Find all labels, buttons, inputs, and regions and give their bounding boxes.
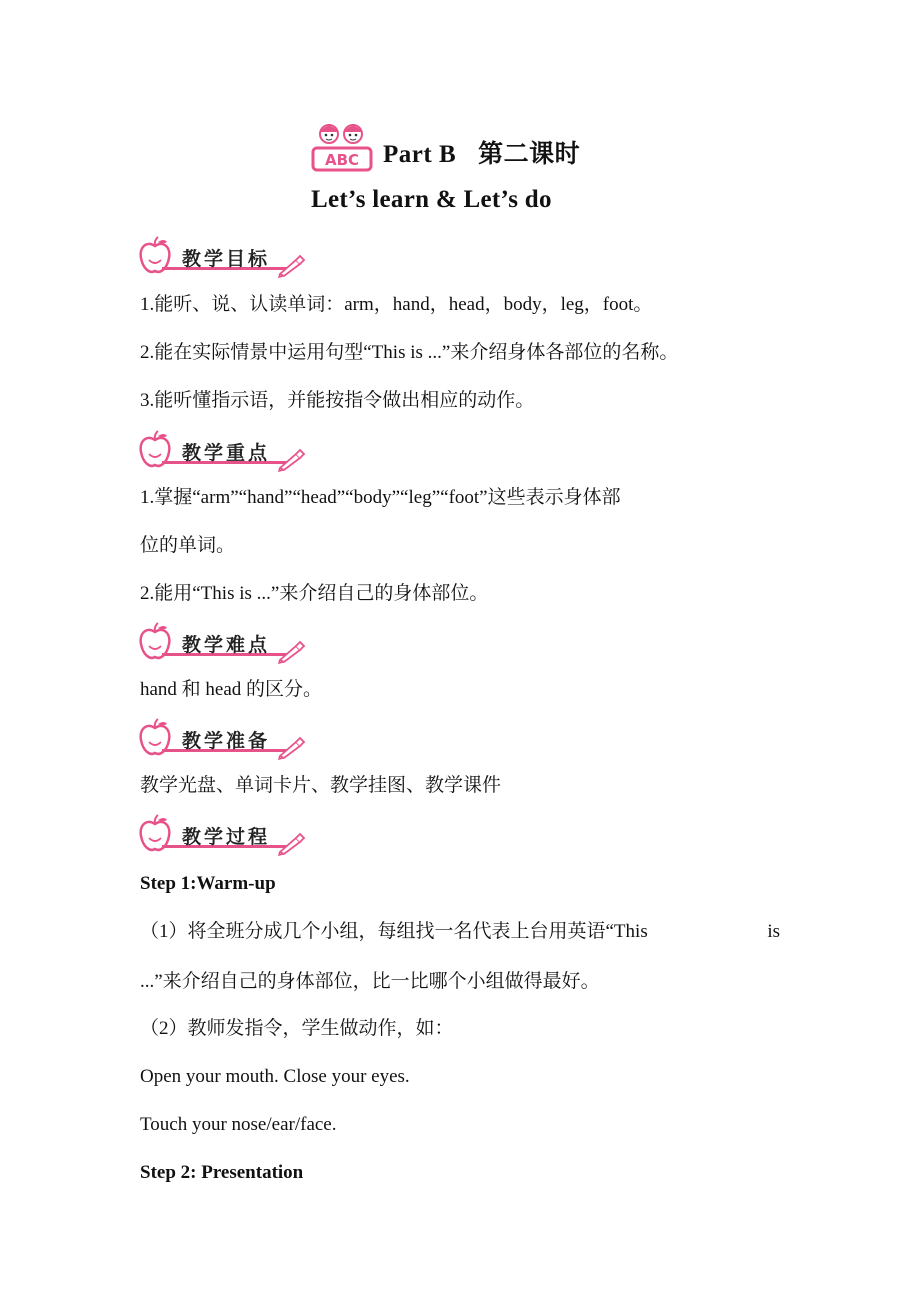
apple-icon bbox=[138, 718, 172, 758]
section-title: 教学难点 bbox=[182, 634, 271, 656]
key-point-2: 2.能用“This is ...”来介绍自己的身体部位。 bbox=[140, 583, 489, 604]
command-example-2: Touch your nose/ear/face. bbox=[140, 1114, 337, 1135]
section-title: 教学准备 bbox=[182, 730, 271, 752]
difficulty-1: hand 和 head 的区分。 bbox=[140, 679, 323, 700]
apple-icon bbox=[138, 622, 172, 662]
part-label: Part B bbox=[383, 141, 457, 168]
section-header-key-points bbox=[138, 430, 310, 474]
step-1-item-1-end: is bbox=[767, 921, 780, 942]
section-header-difficulties bbox=[138, 622, 310, 666]
section-title: 教学过程 bbox=[182, 826, 271, 848]
section-title: 教学目标 bbox=[182, 248, 271, 270]
section-header-objectives bbox=[138, 236, 310, 280]
logo-abc-text: ABC bbox=[324, 151, 360, 169]
preparation-1: 教学光盘、单词卡片、教学挂图、教学课件 bbox=[140, 775, 502, 796]
pencil-hand-icon bbox=[278, 832, 306, 856]
step-1-item-1 bbox=[140, 920, 780, 944]
step-1-item-2: （2）教师发指令，学生做动作，如： bbox=[140, 1018, 454, 1039]
command-example-1: Open your mouth. Close your eyes. bbox=[140, 1066, 410, 1087]
section-header-preparation bbox=[138, 718, 310, 762]
objective-2: 2.能在实际情景中运用句型“This is ...”来介绍身体各部位的名称。 bbox=[140, 342, 679, 363]
step-1-item-1-cont: ...”来介绍自己的身体部位，比一比哪个小组做得最好。 bbox=[140, 971, 600, 992]
section-title: 教学重点 bbox=[182, 442, 271, 464]
pencil-hand-icon bbox=[278, 736, 306, 760]
pencil-hand-icon bbox=[278, 448, 306, 472]
kids-abc-logo bbox=[307, 120, 381, 176]
step-1-item-1-text: （1）将全班分成几个小组，每组找一名代表上台用英语“This bbox=[140, 921, 648, 942]
key-point-1-cont: 位的单词。 bbox=[140, 535, 236, 556]
lesson-subtitle: Let’s learn & Let’s do bbox=[311, 186, 552, 213]
pencil-hand-icon bbox=[278, 254, 306, 278]
step-1-title: Step 1:Warm-up bbox=[140, 873, 276, 894]
apple-icon bbox=[138, 430, 172, 470]
pencil-hand-icon bbox=[278, 640, 306, 664]
objective-3: 3.能听懂指示语，并能按指令做出相应的动作。 bbox=[140, 390, 535, 411]
apple-icon bbox=[138, 236, 172, 276]
lesson-number: 第二课时 bbox=[478, 141, 581, 168]
key-point-1: 1.掌握“arm”“hand”“head”“body”“leg”“foot”这些表示身体部 bbox=[140, 487, 621, 508]
lesson-title-block bbox=[307, 120, 613, 220]
section-header-process bbox=[138, 814, 310, 858]
objective-1: 1.能听、说、认读单词：arm，hand，head，body，leg，foot。 bbox=[140, 294, 653, 315]
apple-icon bbox=[138, 814, 172, 854]
lesson-title bbox=[383, 134, 580, 170]
step-2-title: Step 2: Presentation bbox=[140, 1162, 304, 1183]
